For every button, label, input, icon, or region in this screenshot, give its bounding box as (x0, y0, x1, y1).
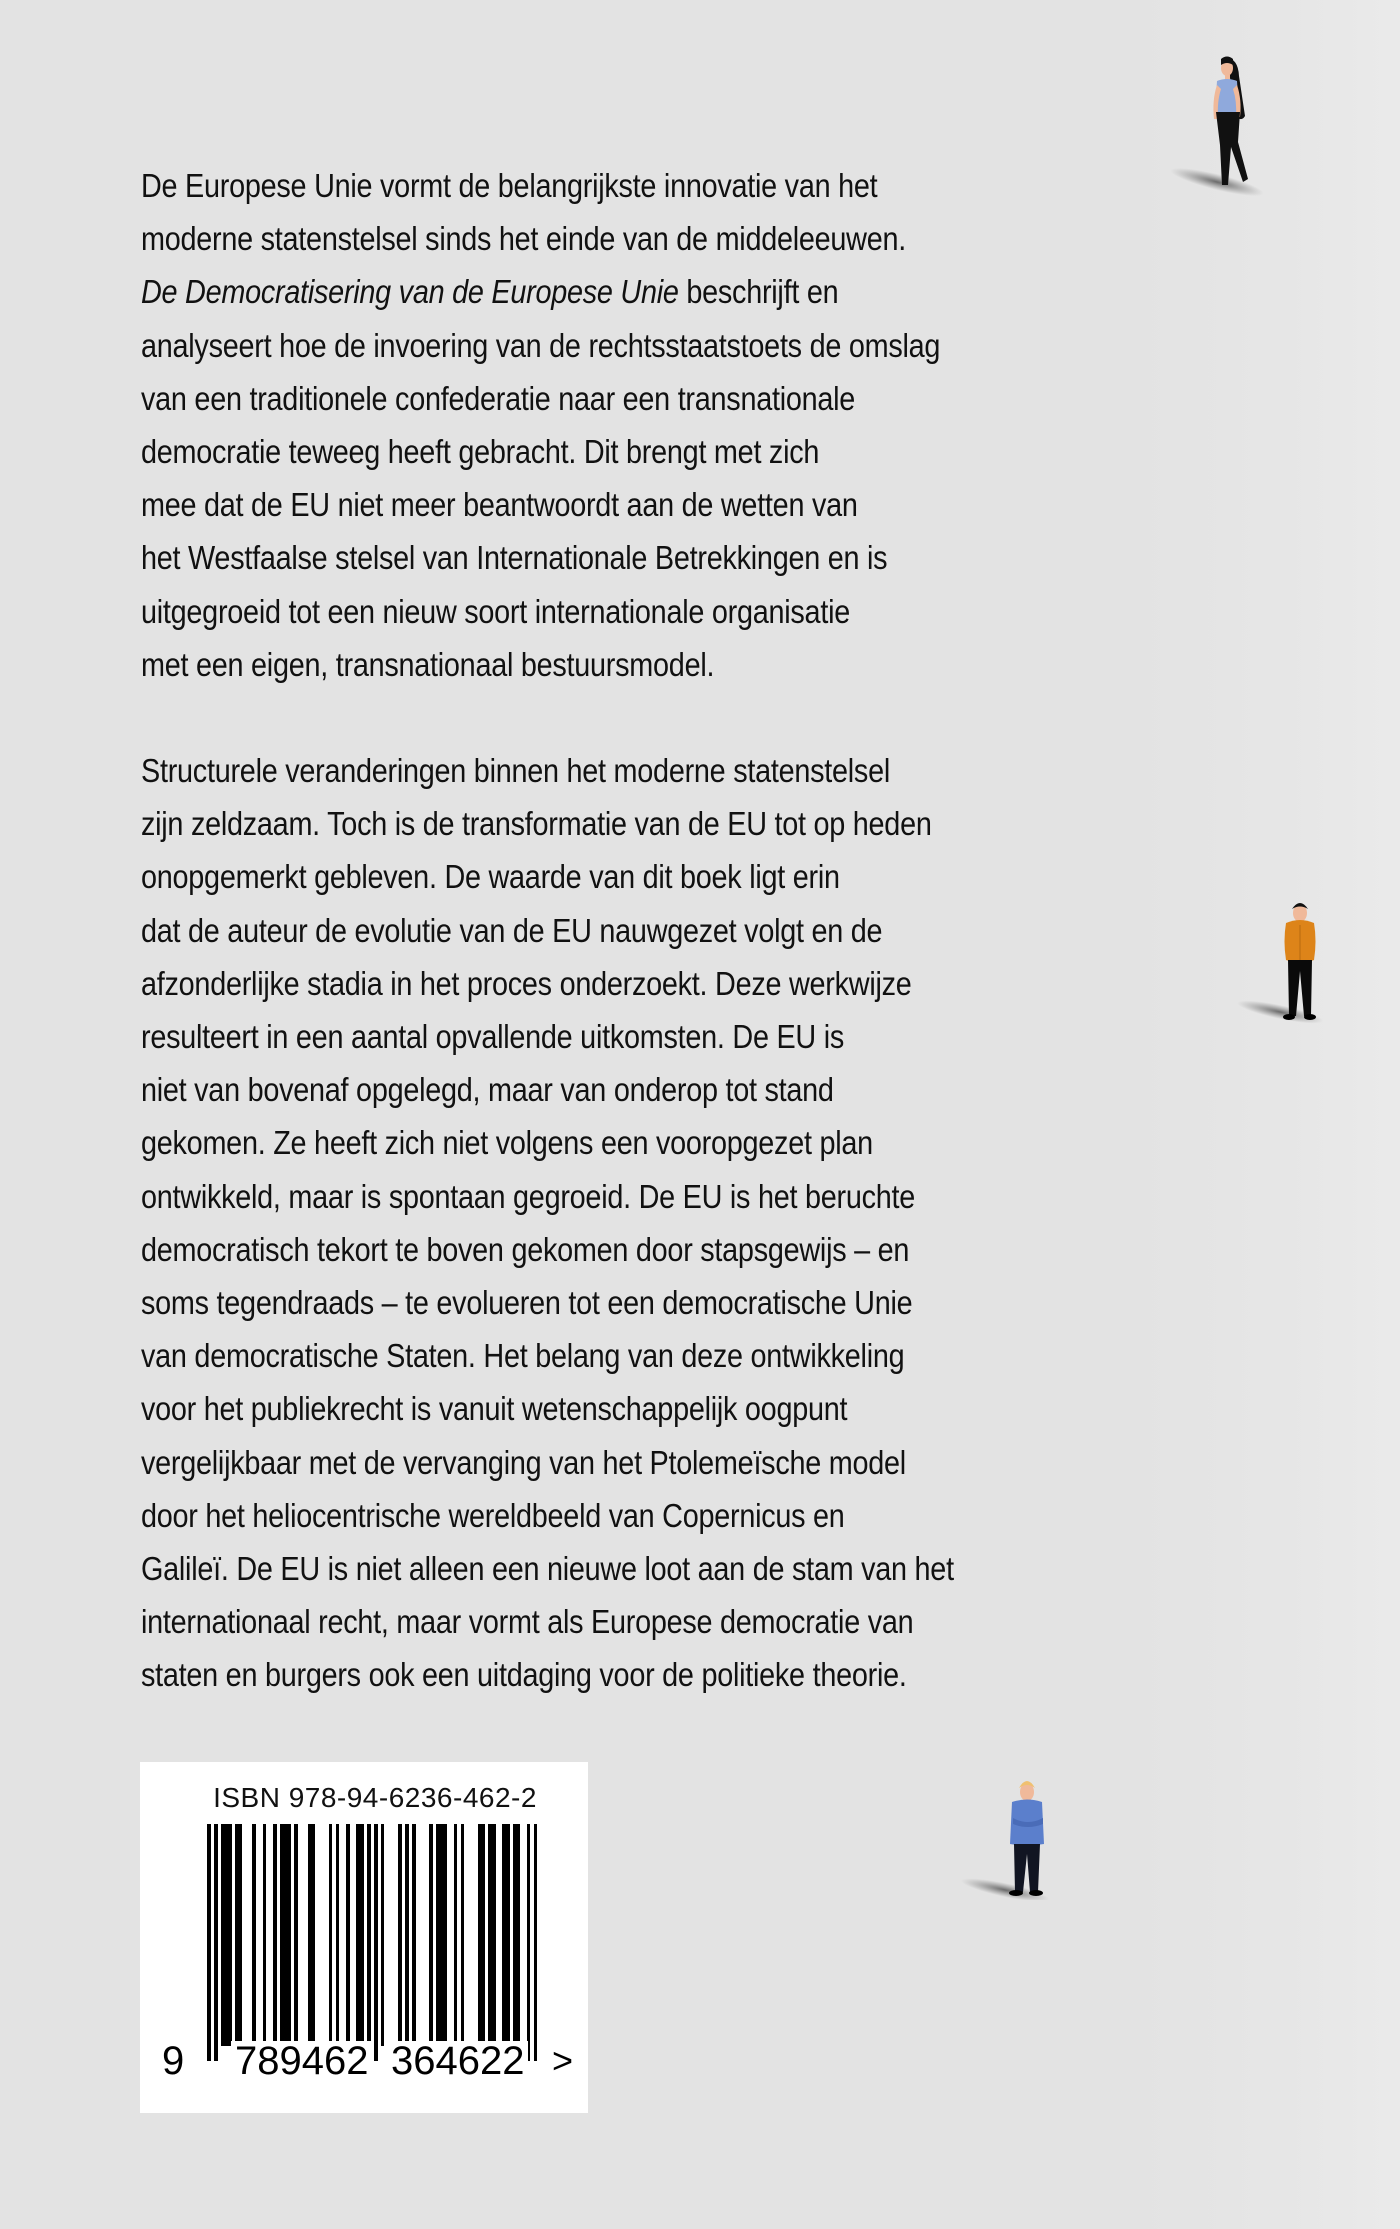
text-line: voor het publiekrecht is vanuit wetenschappelijk oogpunt (141, 1391, 848, 1429)
barcode-bar (214, 1824, 218, 2061)
text-line: afzonderlijke stadia in het proces onderzoekt. Deze werkwijze (141, 965, 912, 1003)
paragraph-2 (141, 745, 1285, 1703)
barcode-bar (398, 1824, 402, 2046)
text-line: mee dat de EU niet meer beantwoordt aan de wetten van (141, 487, 858, 525)
text-fragment: beschrijft en (678, 274, 839, 312)
figure-shadow (1168, 163, 1265, 202)
man-orange-figure-illustration (1230, 885, 1350, 1025)
man-blue-figure-illustration (950, 1760, 1080, 1900)
barcode-bar (287, 1824, 291, 2046)
barcode-bars (207, 1824, 537, 2061)
text-line: niet van bovenaf opgelegd, maar van onderop tot stand (141, 1072, 834, 1110)
text-line: dat de auteur de evolutie van de EU nauwgezet volgt en de (141, 912, 883, 950)
text-line: staten en burgers ook een uitdaging voor de politieke theorie. (141, 1657, 907, 1695)
text-line: democratisch tekort te boven gekomen door stapsgewijs – en (141, 1231, 910, 1269)
barcode-bar (294, 1824, 298, 2046)
barcode-bar (329, 1824, 333, 2046)
barcode-bar (336, 1824, 340, 2046)
text-line: van een traditionele confederatie naar een transnationale (141, 380, 856, 418)
barcode-bar (527, 1824, 531, 2061)
text-line: zijn zeldzaam. Toch is de transformatie van de EU tot op heden (141, 806, 932, 844)
barcode-quiet-zone-marker: > (552, 2040, 574, 2081)
barcode-bar (311, 1824, 315, 2046)
text-line: analyseert hoe de invoering van de rechtsstaatstoets de omslag (141, 327, 941, 365)
barcode-bar (405, 1824, 409, 2046)
barcode-bar (273, 1824, 277, 2046)
text-line: resulteert in een aantal opvallende uitkomsten. De EU is (141, 1019, 845, 1057)
text-line: De Europese Unie vormt de belangrijkste innovatie van het (141, 168, 878, 205)
barcode-bar (346, 1824, 350, 2046)
isbn-barcode (140, 1762, 588, 2113)
book-title: De Democratisering van de Europese Unie (141, 274, 679, 312)
barcode-bar (263, 1824, 267, 2046)
barcode-bar (207, 1824, 211, 2061)
barcode-bar (360, 1824, 364, 2046)
barcode-digits-right: 364622 (387, 2041, 528, 2081)
back-cover-blurb (141, 160, 1285, 1703)
barcode-bar (374, 1824, 378, 2061)
barcode-bar (481, 1824, 485, 2046)
text-line: democratie teweeg heeft gebracht. Dit brengt met zich (141, 434, 820, 472)
barcode-digits-left: 789462 (231, 2041, 372, 2081)
paragraph-1 (141, 160, 1285, 692)
barcode-bar (412, 1824, 416, 2046)
text-line: Galileï. De EU is niet alleen een nieuwe loot aan de stam van het (141, 1551, 954, 1589)
barcode-bar (228, 1824, 232, 2046)
barcode-bar (429, 1824, 433, 2046)
text-line: ontwikkeld, maar is spontaan gegroeid. De EU is het beruchte (141, 1178, 916, 1216)
text-line: van democratische Staten. Het belang van deze ontwikkeling (141, 1338, 905, 1376)
text-line: soms tegendraads – te evolueren tot een democratische Unie (141, 1285, 913, 1323)
text-line: het Westfaalse stelsel van Internationale Betrekkingen en is (141, 540, 888, 578)
barcode-bar (461, 1824, 465, 2046)
isbn-label: ISBN 978-94-6236-462-2 (213, 1782, 537, 1813)
text-line: door het heliocentrische wereldbeeld van Copernicus en (141, 1497, 845, 1535)
barcode-bar (252, 1824, 256, 2046)
text-line: vergelijkbaar met de vervanging van het Ptolemeïsche model (141, 1444, 906, 1482)
pants (1288, 960, 1312, 1016)
woman-figure-illustration (1155, 55, 1285, 205)
barcode-bar (534, 1824, 538, 2061)
barcode-bar (454, 1824, 458, 2046)
pants (1216, 112, 1248, 185)
text-line: uitgegroeid tot een nieuw soort internationale organisatie (141, 593, 850, 631)
text-line: internationaal recht, maar vormt als Europese democratie van (141, 1604, 914, 1642)
text-line: gekomen. Ze heeft zich niet volgens een vooropgezet plan (141, 1125, 873, 1163)
text-line: moderne statenstelsel sinds het einde van de middeleeuwen. (141, 221, 907, 259)
barcode-digit-first: 9 (162, 2039, 185, 2083)
text-line: onopgemerkt gebleven. De waarde van dit boek ligt erin (141, 859, 840, 897)
text-line-with-title (141, 266, 1285, 319)
barcode-bar (516, 1824, 520, 2046)
pants (1014, 1844, 1040, 1892)
barcode-bar (506, 1824, 510, 2046)
barcode-bar (238, 1824, 242, 2046)
text-line: Structurele veranderingen binnen het moderne statenstelsel (141, 753, 890, 791)
barcode-bar (381, 1824, 385, 2046)
barcode-bar (492, 1824, 496, 2046)
barcode-bar (367, 1824, 371, 2061)
text-line: met een eigen, transnationaal bestuursmodel. (141, 646, 715, 684)
barcode-bar (443, 1824, 447, 2046)
